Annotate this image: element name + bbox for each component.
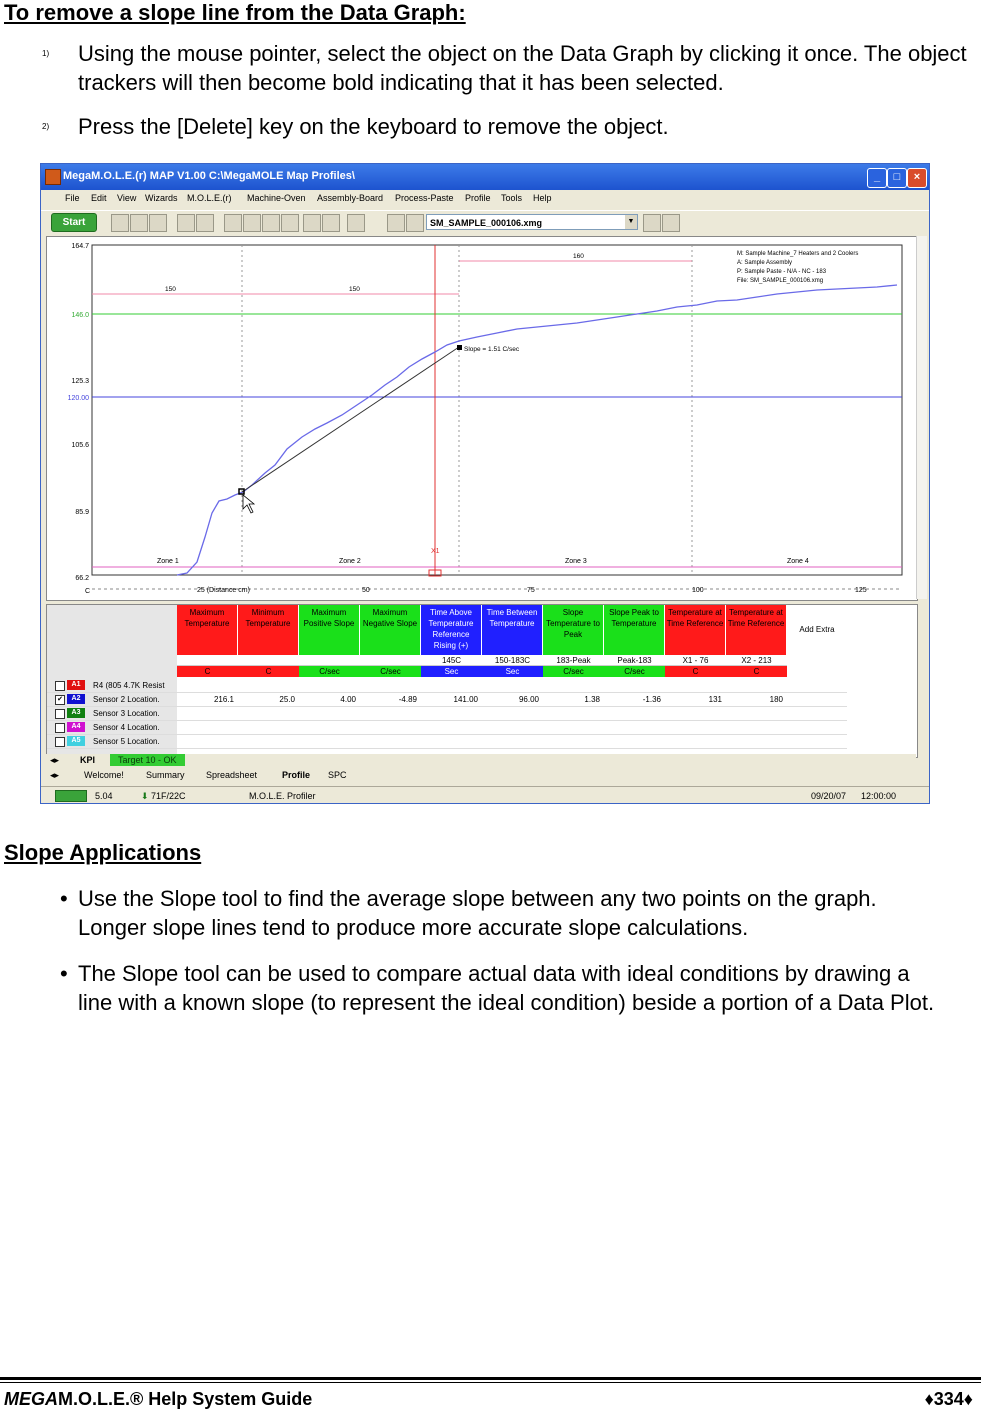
tab-welcome[interactable]: Welcome! — [84, 770, 124, 780]
kpi-grid — [46, 604, 918, 758]
kpi-value[interactable]: -4.89 — [398, 695, 417, 704]
zoom-out-icon[interactable] — [196, 214, 214, 232]
column-header[interactable]: Slope Temperature to Peak — [543, 605, 604, 655]
status-app: M.O.L.E. Profiler — [249, 791, 316, 801]
column-param[interactable]: 183-Peak — [543, 655, 604, 666]
limit-label: 150 — [165, 286, 176, 293]
tab-summary[interactable]: Summary — [146, 770, 185, 780]
column-header[interactable]: Maximum Positive Slope — [299, 605, 360, 655]
target-tab[interactable]: Target 10 - OK — [110, 754, 185, 766]
sensor-label[interactable]: Sensor 5 Location. — [93, 737, 160, 746]
row-divider — [47, 720, 847, 721]
kpi-tab-row — [46, 754, 916, 768]
zone-label: Zone 1 — [157, 558, 179, 565]
column-param[interactable] — [177, 655, 238, 666]
zone-label: Zone 3 — [565, 558, 587, 565]
data-graph[interactable] — [46, 236, 918, 601]
remove-slope-heading: To remove a slope line from the Data Graph: — [4, 0, 466, 25]
bullet-text: Use the Slope tool to find the average slope between any two points on the graph. Longer slope lines tend to produce more accurate slope calculations. — [78, 886, 877, 940]
sensor-tag: A1 — [67, 680, 85, 690]
maximize-icon[interactable]: □ — [887, 168, 907, 188]
info-line: File: SM_SAMPLE_000106.xmg — [737, 278, 824, 284]
sheet-tab-row — [46, 769, 926, 783]
tab-profile[interactable]: Profile — [282, 770, 311, 780]
add-extra-button[interactable]: Add Extra — [799, 625, 835, 634]
column-param[interactable]: Peak-183 — [604, 655, 665, 666]
menu-mole[interactable]: M.O.L.E.(r) — [187, 193, 232, 203]
sensor-tag: A3 — [67, 708, 85, 718]
bullet-dot: • — [60, 886, 68, 911]
menu-profile[interactable]: Profile — [465, 193, 491, 203]
slope-tool-icon[interactable] — [224, 214, 242, 232]
minimize-icon[interactable]: _ — [867, 168, 887, 188]
move-up-icon[interactable] — [662, 214, 680, 232]
column-header[interactable]: Temperature at Time Reference — [665, 605, 726, 655]
slope-tracker-end[interactable] — [457, 345, 462, 350]
y-tick: 164.7 — [71, 243, 89, 250]
x-origin-label: C — [85, 588, 91, 595]
column-unit: C — [177, 666, 238, 677]
column-header[interactable]: Time Between Temperature — [482, 605, 543, 655]
sensor-tag: A2 — [67, 694, 85, 704]
arrow-up-icon[interactable] — [643, 214, 661, 232]
row-checkbox[interactable] — [55, 681, 65, 691]
x-tick: 75 — [527, 587, 535, 594]
column-header[interactable]: Maximum Negative Slope — [360, 605, 421, 655]
column-param[interactable] — [238, 655, 299, 666]
menu-machine-oven[interactable]: Machine-Oven — [247, 193, 306, 203]
chart-icon[interactable] — [243, 214, 261, 232]
column-param[interactable]: 145C — [421, 655, 482, 666]
info-line: P: Sample Paste - N/A - NC - 183 — [737, 269, 827, 275]
row-divider — [47, 748, 847, 749]
bullet-text: The Slope tool can be used to compare actual data with ideal conditions by drawing a line with a known slope (to represent the ideal condition) beside a portion of a Data Plot. — [78, 961, 935, 1015]
x1-label: X1 — [431, 548, 440, 555]
zoom-in-icon[interactable] — [177, 214, 195, 232]
column-unit: C/sec — [604, 666, 665, 677]
step-text: Using the mouse pointer, select the object on the Data Graph by clicking it once. The object trackers will then become bold indicating that it has been selected. — [78, 41, 967, 95]
bullet-dot: • — [60, 961, 68, 986]
sensor-label[interactable]: Sensor 4 Location. — [93, 723, 160, 732]
menu-process-paste[interactable]: Process-Paste — [395, 193, 454, 203]
status-time: 12:00:00 — [861, 791, 897, 801]
status-bar — [41, 786, 929, 804]
column-unit: C/sec — [299, 666, 360, 677]
kpi-value[interactable]: 25.0 — [279, 695, 295, 704]
kpi-value[interactable]: 1.38 — [584, 695, 600, 704]
kpi-value[interactable]: 96.00 — [518, 695, 539, 704]
profile-file-value: SM_SAMPLE_000106.xmg — [430, 218, 543, 228]
column-header[interactable]: Minimum Temperature — [238, 605, 299, 655]
row-checkbox[interactable] — [55, 723, 65, 733]
menu-help[interactable]: Help — [533, 193, 552, 203]
app-icon — [45, 169, 61, 185]
sensor-label[interactable]: Sensor 2 Location. — [93, 695, 160, 704]
column-unit: C — [665, 666, 726, 677]
status-voltage: 5.04 — [95, 791, 113, 801]
column-unit: C — [726, 666, 787, 677]
slope-applications-heading: Slope Applications — [4, 840, 202, 865]
sensor-tag: A4 — [67, 722, 85, 732]
info-line: A: Sample Assembly — [737, 260, 793, 266]
slope-value-label: Slope = 1.51 C/sec — [464, 346, 520, 353]
sensor-label[interactable]: R4 (805 4.7K Resist — [93, 681, 165, 690]
move-down-icon[interactable] — [387, 214, 405, 232]
app-window-screenshot — [40, 163, 930, 804]
footer-brand-rest: M.O.L.E.® Help System Guide — [58, 1389, 313, 1409]
column-header[interactable]: Temperature at Time Reference — [726, 605, 787, 655]
y-tick: 120.00 — [67, 395, 89, 402]
column-unit: C — [238, 666, 299, 677]
y-tick: 146.0 — [71, 312, 89, 319]
status-temperature: 71F/22C — [151, 791, 186, 801]
limit-label: 160 — [573, 253, 584, 260]
row-checkbox[interactable] — [55, 709, 65, 719]
column-unit: C/sec — [543, 666, 604, 677]
kpi-tab[interactable]: KPI — [80, 755, 96, 765]
kpi-value[interactable]: 180 — [769, 695, 783, 704]
tab-spreadsheet[interactable]: Spreadsheet — [206, 770, 258, 780]
print-icon[interactable] — [149, 214, 167, 232]
footer-rule-thin — [0, 1382, 981, 1383]
footer-rule — [0, 1377, 981, 1380]
kpi-value[interactable]: -1.36 — [642, 695, 661, 704]
ruler-icon[interactable] — [281, 214, 299, 232]
page-number: ♦334♦ — [924, 1389, 973, 1409]
scroll-left-icon[interactable]: ◂▸ — [50, 755, 60, 765]
close-icon[interactable]: × — [907, 168, 927, 188]
tab-spc[interactable]: SPC — [328, 770, 347, 780]
footer-brand — [4, 1389, 312, 1410]
sensor-tag: A5 — [67, 736, 85, 746]
graph-scrollbar[interactable] — [916, 236, 927, 599]
x-tick: 100 — [692, 587, 704, 594]
menu-assembly-board[interactable]: Assembly-Board — [317, 193, 384, 203]
step-text: Press the [Delete] key on the keyboard to remove the object. — [78, 114, 669, 139]
kpi-value[interactable]: 141.00 — [453, 695, 478, 704]
info-line: M: Sample Machine_7 Heaters and 2 Coolers — [737, 251, 859, 257]
thermometer-icon: ⬇ — [141, 791, 149, 801]
row-divider — [47, 692, 847, 693]
step-number: 2) — [42, 122, 50, 131]
settings-icon[interactable] — [322, 214, 340, 232]
y-tick: 85.9 — [75, 509, 89, 516]
menu-edit[interactable]: Edit — [91, 193, 107, 203]
column-header[interactable]: Slope Peak to Temperature — [604, 605, 665, 655]
zone-label: Zone 2 — [339, 558, 361, 565]
arrow-down-icon[interactable] — [406, 214, 424, 232]
x-tick: 50 — [362, 587, 370, 594]
column-param[interactable]: 150-183C — [482, 655, 543, 666]
sensor-label[interactable]: Sensor 3 Location. — [93, 709, 160, 718]
column-param[interactable]: X2 - 213 — [726, 655, 787, 666]
battery-icon — [55, 790, 87, 802]
column-param[interactable]: X1 - 76 — [665, 655, 726, 666]
y-tick: 105.6 — [71, 442, 89, 449]
x-tick: 25 (Distance cm) — [197, 587, 250, 594]
window-title: MegaM.O.L.E.(r) MAP V1.00 C:\MegaMOLE Map Profiles\ — [63, 170, 355, 182]
column-header[interactable]: Maximum Temperature — [177, 605, 238, 655]
row-checkbox[interactable] — [55, 737, 65, 747]
start-button[interactable]: Start — [51, 213, 97, 232]
menu-tools[interactable]: Tools — [501, 193, 523, 203]
y-tick: 125.3 — [71, 378, 89, 385]
row-divider — [47, 734, 847, 735]
column-unit: C/sec — [360, 666, 421, 677]
column-header[interactable]: Time Above Temperature Reference Rising (+) — [421, 605, 482, 655]
save-icon[interactable] — [130, 214, 148, 232]
column-param[interactable] — [360, 655, 421, 666]
sheet-scroll-icon[interactable]: ◂▸ — [50, 770, 60, 780]
profile-file-select[interactable] — [426, 214, 638, 230]
x-tick: 125 — [855, 587, 867, 594]
document-icon[interactable] — [303, 214, 321, 232]
title-bar — [41, 164, 929, 190]
chevron-down-icon[interactable]: ▼ — [625, 215, 637, 229]
status-date: 09/20/07 — [811, 791, 847, 801]
y-tick: 66.2 — [75, 575, 89, 582]
row-divider — [47, 706, 847, 707]
column-unit: Sec — [482, 666, 543, 677]
new-icon[interactable] — [111, 214, 129, 232]
kpi-value[interactable]: 4.00 — [340, 695, 356, 704]
step-number: 1) — [42, 49, 50, 58]
toolbar — [41, 210, 929, 235]
kpi-value[interactable]: 131 — [708, 695, 722, 704]
column-unit: Sec — [421, 666, 482, 677]
help-icon[interactable] — [347, 214, 365, 232]
zone-label: Zone 4 — [787, 558, 809, 565]
column-param[interactable] — [299, 655, 360, 666]
menu-bar — [41, 190, 929, 208]
menu-view[interactable]: View — [117, 193, 137, 203]
graph-icon[interactable] — [262, 214, 280, 232]
kpi-value[interactable]: 216.1 — [213, 695, 234, 704]
footer-brand-mega: MEGA — [4, 1389, 58, 1409]
menu-wizards[interactable]: Wizards — [145, 193, 178, 203]
limit-label: 150 — [349, 286, 360, 293]
menu-file[interactable]: File — [65, 193, 80, 203]
row-checkbox[interactable]: ✔ — [55, 695, 65, 705]
